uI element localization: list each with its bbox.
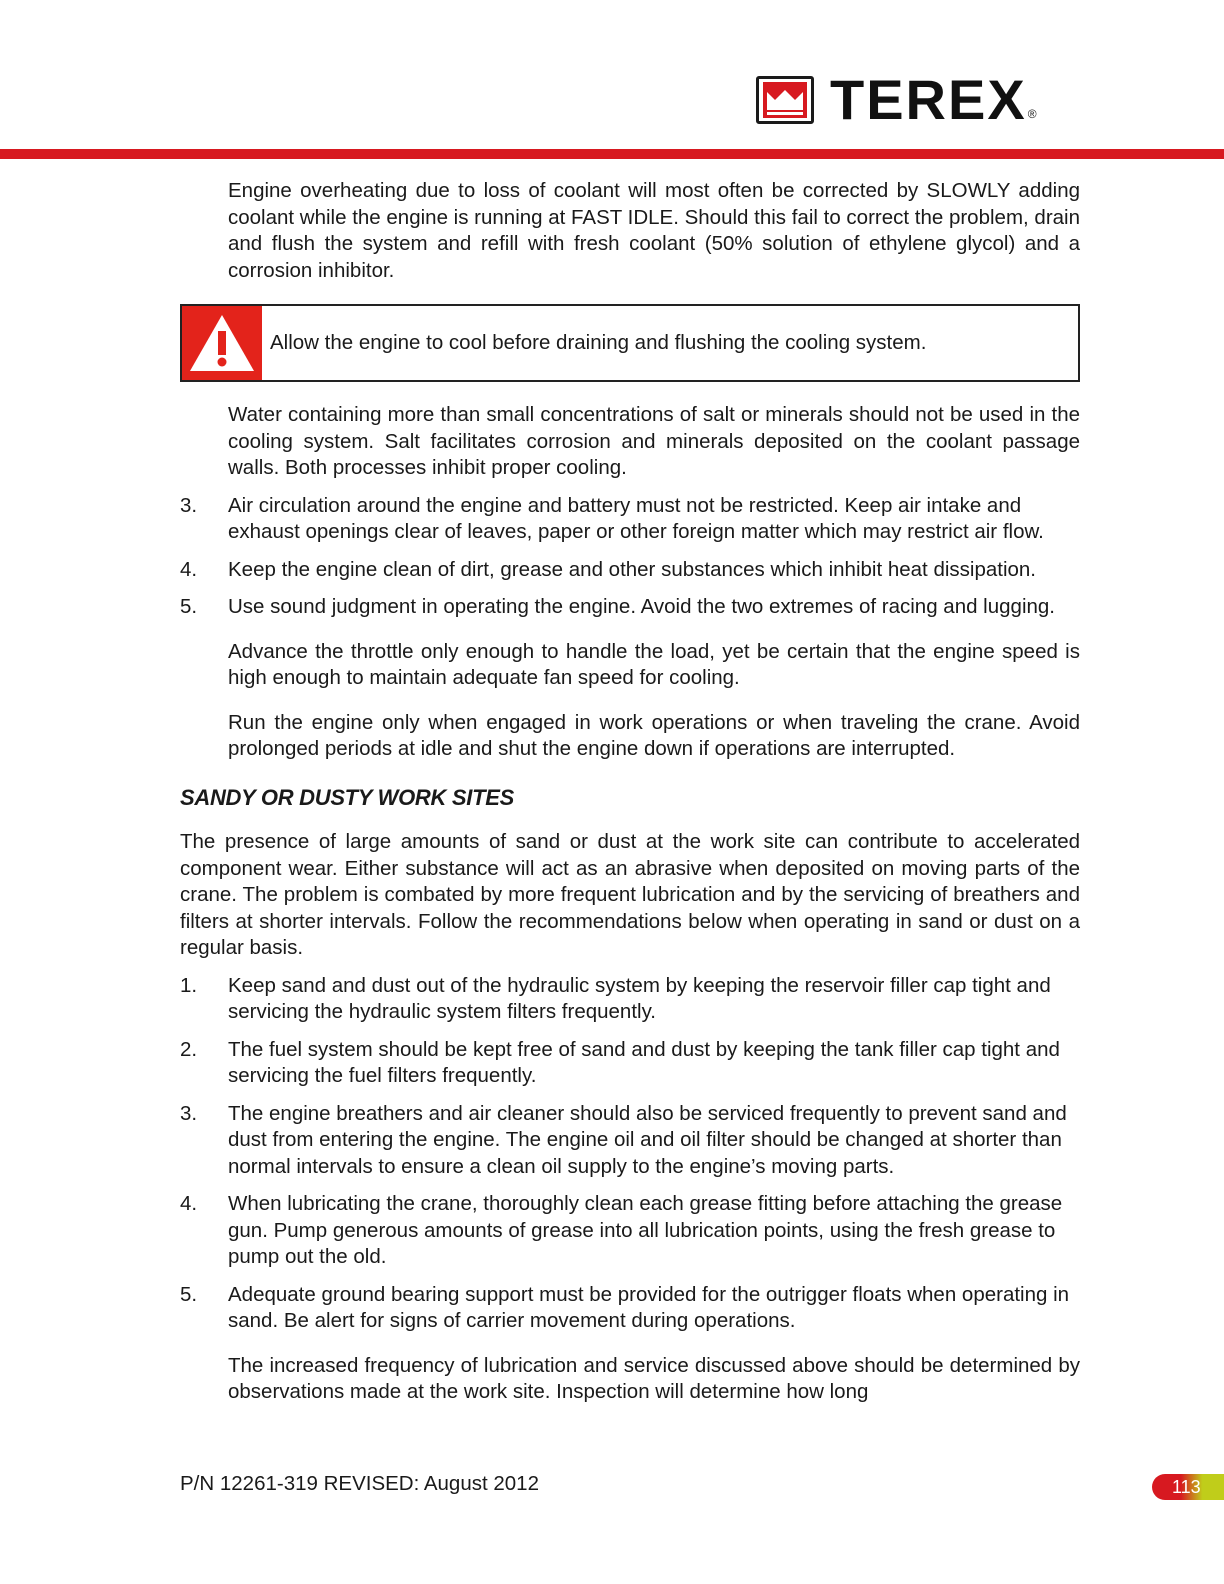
- section-heading: SANDY OR DUSTY WORK SITES: [180, 784, 514, 810]
- list-number: 1.: [180, 973, 198, 997]
- list-text: The fuel system should be kept free of sand and dust by keeping the tank filler cap tight and servicing the fuel filters frequently.: [228, 1037, 1060, 1087]
- page-body: [180, 178, 1080, 1417]
- list-item: [180, 557, 1080, 584]
- list-number: 2.: [180, 1037, 198, 1061]
- list-number: 5.: [180, 595, 198, 618]
- page-number: 113: [1152, 1474, 1224, 1500]
- footer-part-number: P/N 12261-319 REVISED: August 2012: [180, 1472, 539, 1495]
- list-text: Use sound judgment in operating the engine. Avoid the two extremes of racing and lugging.: [228, 595, 1055, 618]
- list-item: [180, 973, 1080, 1026]
- sandy-intro-paragraph: The presence of large amounts of sand or dust at the work site can contribute to accelerated component wear. Either substance will act as an abrasive when deposited on moving parts of the crane. The problem is combated by more frequent lubrication and by the servicing of breathers and filters at shorter intervals. Follow the recommendations below when operating in sand or dust on a regular basis.: [180, 830, 1080, 959]
- list-text: The engine breathers and air cleaner should also be serviced frequently to prevent sand and dust from entering the engine. The engine oil and oil filter should be changed at shorter than normal intervals to ensure a clean oil supply to the engine’s moving parts.: [228, 1101, 1067, 1178]
- terex-crown-icon: [756, 76, 814, 124]
- run-paragraph: Run the engine only when engaged in work operations or when traveling the crane. Avoid prolonged periods at idle and shut the engine down if operations are interrupted.: [228, 710, 1080, 760]
- list-text: Keep sand and dust out of the hydraulic system by keeping the reservoir filler cap tight and servicing the hydraulic system filters frequently.: [228, 973, 1051, 1023]
- closing-paragraph: The increased frequency of lubrication and service discussed above should be determined by observations made at the work site. Inspection will determine how long: [228, 1353, 1080, 1403]
- header-rule: [0, 149, 1224, 159]
- list-text: Air circulation around the engine and battery must not be restricted. Keep air intake and exhaust openings clear of leaves, paper or other foreign matter which may restrict air flow.: [228, 493, 1044, 543]
- list-item: [180, 1191, 1080, 1271]
- throttle-paragraph: Advance the throttle only enough to handle the load, yet be certain that the engine speed is high enough to maintain adequate fan speed for cooling.: [228, 639, 1080, 689]
- water-paragraph: Water containing more than small concentrations of salt or minerals should not be used in the cooling system. Salt facilitates corrosion and minerals deposited on the coolant passage walls. Both processes inhibit proper cooling.: [228, 403, 1080, 479]
- list-number: 5.: [180, 1282, 198, 1306]
- list-item: [180, 493, 1080, 546]
- list-text: Keep the engine clean of dirt, grease and other substances which inhibit heat dissipation.: [228, 557, 1036, 581]
- brand-name: TEREX: [830, 68, 1027, 131]
- list-item: [180, 594, 1080, 621]
- intro-paragraph: Engine overheating due to loss of coolant will most often be corrected by SLOWLY adding coolant while the engine is running at FAST IDLE. Should this fail to correct the problem, drain and flush the system and refill with fresh coolant (50% solution of ethylene glycol) and a corrosion inhibitor.: [228, 179, 1080, 282]
- list-number: 3.: [180, 493, 198, 517]
- list-text: Adequate ground bearing support must be provided for the outrigger floats when operating in sand. Be alert for signs of carrier movement during operations.: [228, 1282, 1070, 1332]
- registered-mark: ®: [1027, 107, 1037, 121]
- warning-triangle-icon: [182, 306, 262, 380]
- terex-logo: [756, 68, 1037, 131]
- list-item: [180, 1037, 1080, 1090]
- list-number: 3.: [180, 1101, 198, 1125]
- list-number: 4.: [180, 1192, 198, 1215]
- warning-box: [180, 304, 1080, 382]
- list-number: 4.: [180, 557, 198, 581]
- warning-text: Allow the engine to cool before draining and flushing the cooling system.: [270, 330, 927, 354]
- list-item: [180, 1282, 1080, 1335]
- list-item: [180, 1101, 1080, 1181]
- list-text: When lubricating the crane, thoroughly clean each grease fitting before attaching the grease gun. Pump generous amounts of grease into all lubrication points, using the fresh grease to pump out the old.: [228, 1192, 1063, 1268]
